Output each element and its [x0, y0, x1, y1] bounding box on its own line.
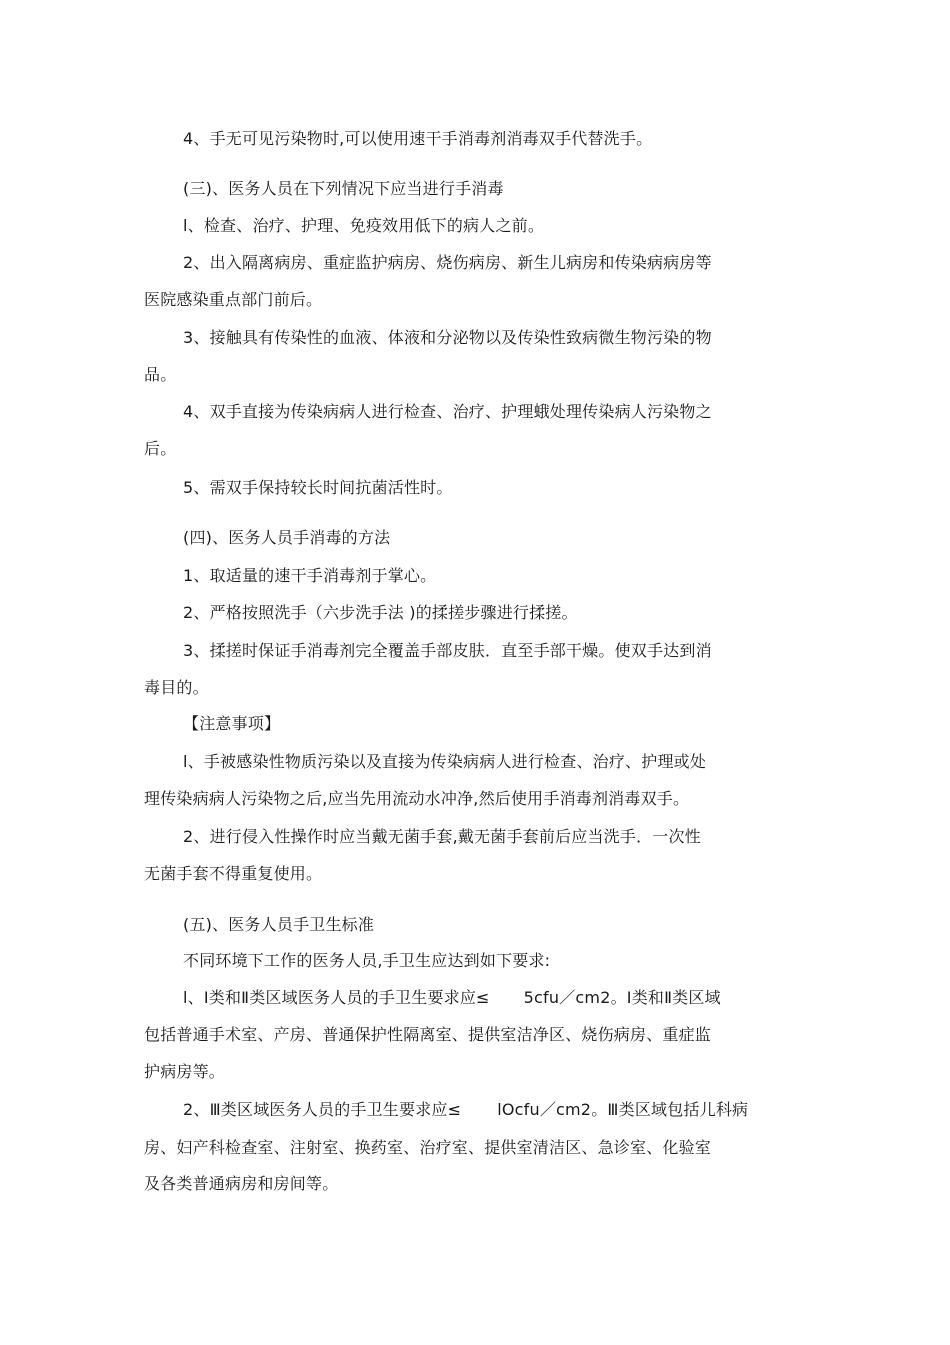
item-4-direct-exam: 4、双手直接为传染病病人进行检查、治疗、护理蛾处理传染病人污染物之 — [183, 402, 712, 421]
item-2-wards-cont: 医院感染重点部门前后。 — [144, 290, 323, 309]
note-2: 2、进行侵入性操作时应当戴无菌手套,戴无菌手套前后应当洗手．一次性 — [183, 827, 701, 846]
standard-1-value: 5cfu／cm2。Ⅰ类和Ⅱ类区域 — [523, 988, 721, 1007]
standard-2-value: lOcfu／cm2。Ⅲ类区域包括儿科病 — [497, 1100, 749, 1119]
note-2-cont: 无菌手套不得重复使用。 — [144, 864, 323, 883]
section-heading-4: (四)、医务人员手消毒的方法 — [183, 528, 391, 547]
method-step-1: 1、取适量的速干手消毒剂于掌心。 — [183, 566, 437, 585]
standard-1-cont-2: 护病房等。 — [144, 1062, 226, 1081]
item-3-contact-cont: 品。 — [144, 365, 177, 384]
standard-intro: 不同环境下工作的医务人员,手卫生应达到如下要求: — [183, 951, 551, 970]
item-3-contact: 3、接触具有传染性的血液、体液和分泌物以及传染性致病微生物污染的物 — [183, 328, 712, 347]
section-heading-5: (五)、医务人员手卫生标准 — [183, 915, 375, 934]
item-4-hand-no-visible-dirt: 4、手无可见污染物时,可以使用速干手消毒剂消毒双手代替洗手。 — [183, 129, 653, 148]
standard-2-cont-2: 及各类普通病房和房间等。 — [144, 1174, 339, 1193]
item-2-wards: 2、出入隔离病房、重症监护病房、烧伤病房、新生儿病房和传染病病房等 — [183, 253, 712, 272]
method-step-2: 2、严格按照洗手（六步洗手法 )的揉搓步骤进行揉搓。 — [183, 603, 578, 622]
item-5-antibacterial: 5、需双手保持较长时间抗菌活性时。 — [183, 478, 453, 497]
item-4-direct-exam-cont: 后。 — [144, 439, 177, 458]
method-step-3-cont: 毒目的。 — [144, 678, 209, 697]
item-1-before-patient: l、检查、治疗、护理、免疫效用低下的病人之前。 — [183, 216, 545, 235]
notes-heading: 【注意事项】 — [183, 714, 281, 733]
note-1-cont: 理传染病病人污染物之后,应当先用流动水冲净,然后使用手消毒剂消毒双手。 — [144, 789, 690, 808]
note-1: l、手被感染性物质污染以及直接为传染病病人进行检查、治疗、护理或处 — [183, 752, 707, 771]
standard-1-cont: 包括普通手术室、产房、普通保护性隔离室、提供室洁净区、烧伤病房、重症监 — [144, 1025, 712, 1044]
section-heading-3: (三)、医务人员在下列情况下应当进行手消毒 — [183, 179, 504, 198]
standard-2-cont: 房、妇产科检查室、注射室、换药室、治疗室、提供室清洁区、急诊室、化验室 — [144, 1138, 712, 1157]
standard-1 — [183, 987, 721, 1009]
standard-2-text: 2、Ⅲ类区域医务人员的手卫生要求应≤ — [183, 1100, 462, 1119]
standard-2 — [183, 1099, 748, 1121]
method-step-3: 3、揉搓时保证手消毒剂完全覆盖手部皮肤．直至手部干燥。使双手达到消 — [183, 641, 712, 660]
standard-1-text: l、Ⅰ类和Ⅱ类区域医务人员的手卫生要求应≤ — [183, 988, 490, 1007]
